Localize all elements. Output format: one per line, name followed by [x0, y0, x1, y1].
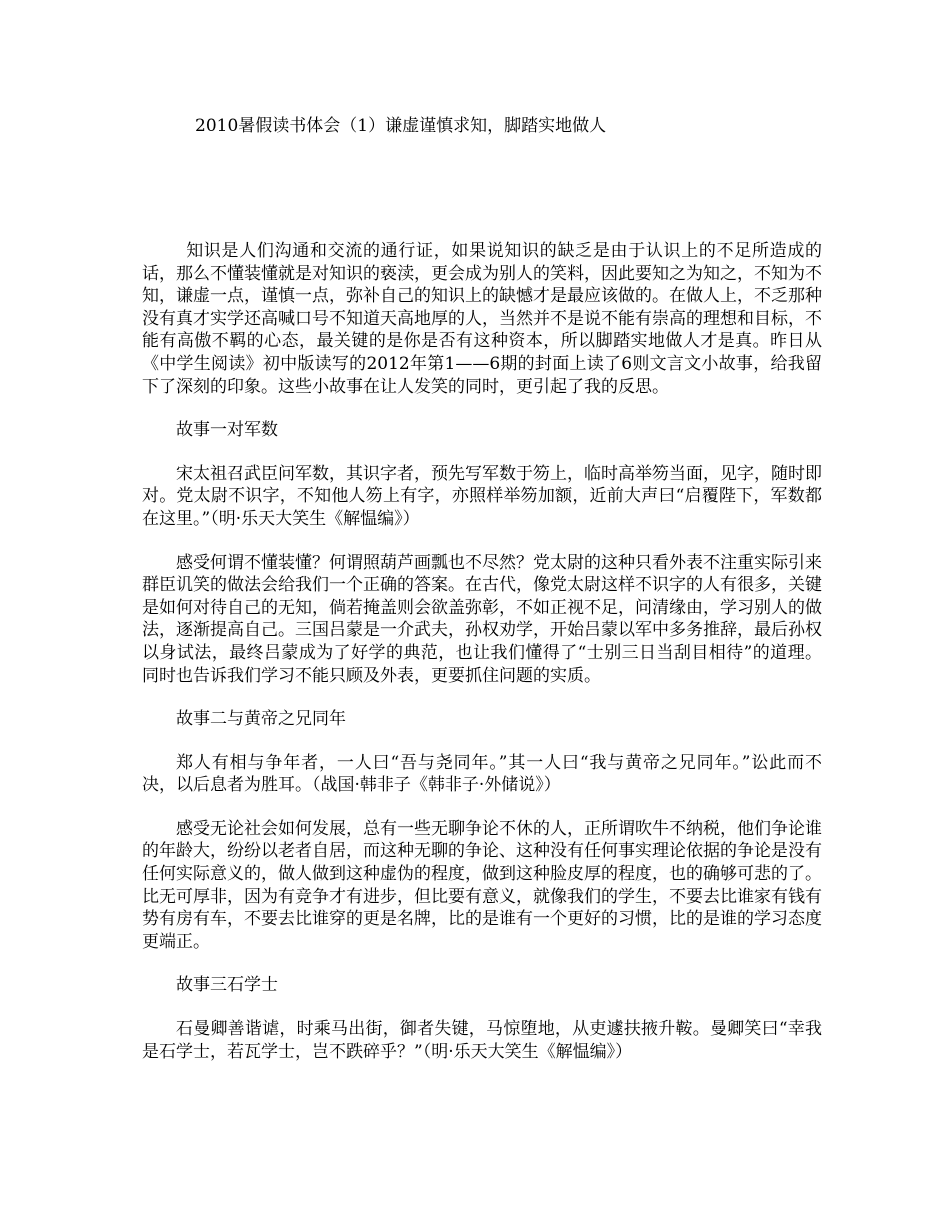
story-heading: 故事二与黄帝之兄同年 [176, 709, 346, 730]
story-text: 郑人有相与争年者，一人曰“吾与尧同年。”其一人曰“我与黄帝之兄同年。”讼此而不决，以后息者为胜耳。（战国·韩非子《韩非子·外储说》） [142, 752, 822, 796]
story-heading: 故事一对军数 [176, 420, 278, 441]
reflection-paragraph: 感受无论社会如何发展，总有一些无聊争论不休的人，正所谓吹牛不纳税，他们争论谁的年龄大，纷纷以老者自居，而这种无聊的争论、这种没有任何事实理论依据的争论是没有任何实际意义的，做人做到这种虚伪的程度，做到这种脸皮厚的程度，也的确够可悲的了。比无可厚非，因为有竞争才有进步，但比要有意义，就像我们的学生，不要去比谁家有钱有势有房有车，不要去比谁穿的更是名牌，比的是谁有一个更好的习惯，比的是谁的学习态度更端正。 [142, 818, 822, 952]
story-heading: 故事三石学士 [176, 975, 278, 996]
reflection-paragraph: 感受何谓不懂装懂？何谓照葫芦画瓢也不尽然？党太尉的这种只看外表不注重实际引来群臣讥笑的做法会给我们一个正确的答案。在古代，像党太尉这样不识字的人有很多，关键是如何对待自己的无知，倘若掩盖则会欲盖弥彰，不如正视不足，问清缘由，学习别人的做法，逐渐提高自己。三国吕蒙是一介武夫，孙权劝学，开始吕蒙以军中多务推辞，最后孙权以身试法，最终吕蒙成为了好学的典范，也让我们懂得了“士别三日当刮目相待”的道理。同时也告诉我们学习不能只顾及外表，更要抓住问题的实质。 [142, 552, 822, 686]
document-body [142, 240, 822, 1063]
document-title: 2010暑假读书体会（1）谦虚谨慎求知，脚踏实地做人 [195, 116, 607, 136]
story-text: 石曼卿善谐谑，时乘马出街，御者失键，马惊堕地，从吏遽扶掖升鞍。曼卿笑曰“幸我是石学士，若瓦学士，岂不跌碎乎？”（明·乐天大笑生《解愠编》） [142, 1019, 822, 1062]
story-text: 宋太祖召武臣问军数，其识字者，预先写军数于笏上，临时高举笏当面，见字，随时即对。党太尉不识字，不知他人笏上有字，亦照样举笏加额，近前大声曰“启覆陛下，军数都在这里。”（明·乐天大笑生《解愠编》） [142, 463, 822, 529]
intro-paragraph: 知识是人们沟通和交流的通行证，如果说知识的缺乏是由于认识上的不足所造成的话，那么不懂装懂就是对知识的亵渎，更会成为别人的笑料，因此要知之为知之，不知为不知，谦虚一点，谨慎一点，弥补自己的知识上的缺憾才是最应该做的。在做人上，不乏那种没有真才实学还高喊口号不知道天高地厚的人，当然并不是说不能有崇高的理想和目标，不能有高傲不羁的心态，最关键的是你是否有这种资本，所以脚踏实地做人才是真。昨日从《中学生阅读》初中版读写的2012年第1——6期的封面上读了6则文言文小故事，给我留下了深刻的印象。这些小故事在让人发笑的同时，更引起了我的反思。 [142, 241, 822, 397]
